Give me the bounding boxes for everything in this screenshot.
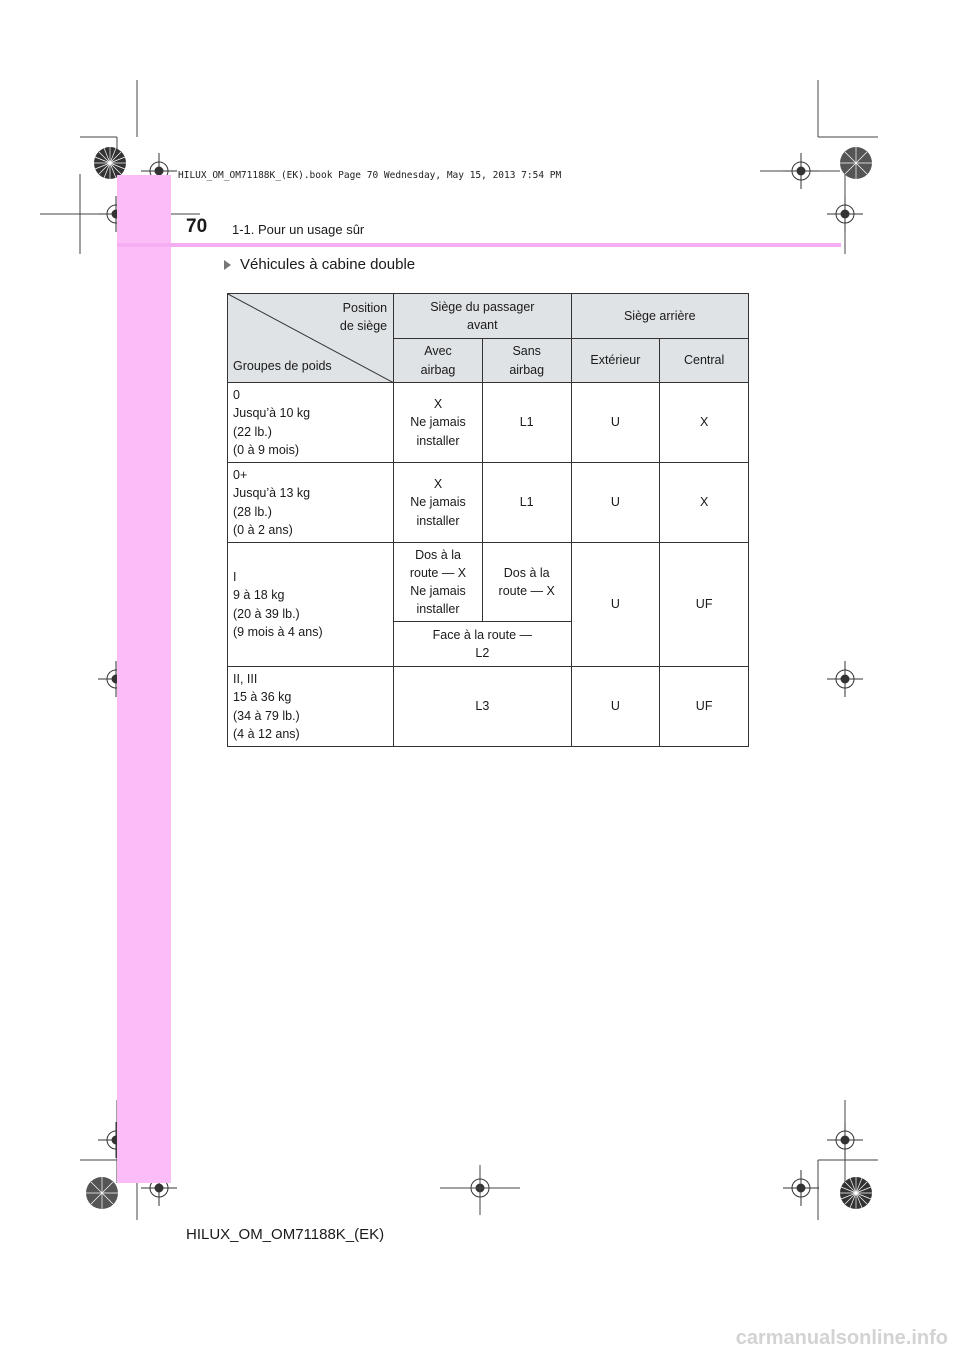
crosshair-mark-icon [827,1122,863,1158]
without-airbag-header: Sans airbag [482,339,571,383]
front-passenger-header: Siège du passager avant [394,294,571,339]
triangle-bullet-icon [224,260,231,270]
child-seat-table [227,293,749,747]
table-row [228,543,749,622]
central-seat-cell: X [660,383,749,463]
seat-position-label: Position de siège [339,301,388,334]
outer-seat-cell: U [571,543,660,667]
weight-group-cell: 0 Jusqu’à 10 kg (22 lb.) (0 à 9 mois) [228,383,394,463]
crosshair-mark-icon [783,1170,819,1206]
without-airbag-cell: L1 [482,463,571,543]
central-seat-header: Central [660,339,749,383]
rear-seat-header: Siège arrière [571,294,748,339]
table-row [228,383,749,463]
forward-facing-cell: Face à la route — L2 [394,622,571,667]
weight-group-label: Groupes de poids [233,358,332,373]
chapter-tab-band [117,175,171,1183]
section-title: Véhicules à cabine double [240,256,416,273]
crosshair-mark-icon [827,661,863,697]
center-guide-line [440,1165,520,1215]
central-seat-cell: X [660,463,749,543]
header-rule [117,243,841,247]
outer-seat-cell: U [571,667,660,747]
sunburst-mark-icon [84,1175,120,1211]
sunburst-mark-icon [838,145,874,181]
with-airbag-cell: Dos à la route — X Ne jamais installer [394,543,483,622]
with-airbag-cell: X Ne jamais installer [394,463,483,543]
weight-group-cell: 0+ Jusqu’à 13 kg (28 lb.) (0 à 2 ans) [228,463,394,543]
weight-group-cell: II, III 15 à 36 kg (34 à 79 lb.) (4 à 12 ans) [228,667,394,747]
weight-group-cell: I 9 à 18 kg (20 à 39 lb.) (9 mois à 4 ans) [228,543,394,667]
without-airbag-cell: Dos à la route — X [482,543,571,622]
without-airbag-cell: L1 [482,383,571,463]
with-airbag-cell: X Ne jamais installer [394,383,483,463]
chapter-title: 1-1. Pour un usage sûr [232,222,365,237]
page-number: 70 [186,216,208,237]
outer-seat-cell: U [571,383,660,463]
outer-seat-cell: U [571,463,660,543]
watermark: carmanualsonline.info [735,1327,948,1349]
section-heading [224,256,415,273]
book-stamp: HILUX_OM_OM71188K_(EK).book Page 70 Wednesday, May 15, 2013 7:54 PM [178,170,562,181]
sunburst-mark-icon [838,1175,874,1211]
outer-seat-header: Extérieur [571,339,660,383]
with-airbag-header: Avec airbag [394,339,483,383]
crosshair-mark-icon [827,196,863,232]
table-row [228,667,749,747]
front-seat-cell: L3 [394,667,571,747]
table-corner-cell [228,294,394,383]
crosshair-mark-icon [783,153,819,189]
central-seat-cell: UF [660,667,749,747]
table-row [228,463,749,543]
model-code-footer: HILUX_OM_OM71188K_(EK) [186,1226,385,1243]
central-seat-cell: UF [660,543,749,667]
